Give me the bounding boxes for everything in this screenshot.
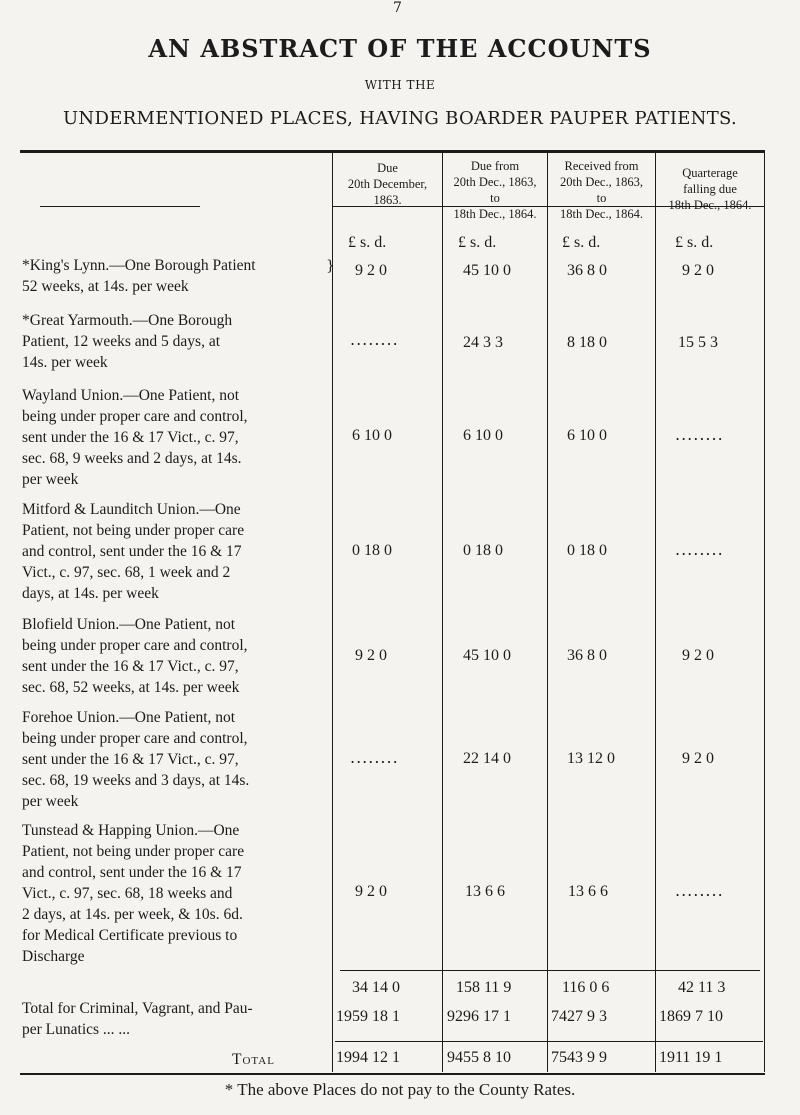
subtotal-cell: 34 14 0	[352, 979, 400, 996]
value-cell: 0 18 0	[352, 542, 392, 559]
value-cell: 0 18 0	[463, 542, 503, 559]
row-text-line: 52 weeks, at 14s. per week	[22, 278, 189, 295]
table-bottom-rule	[20, 1073, 765, 1075]
row-text-line: being under proper care and control,	[22, 730, 248, 747]
value-cell: 9 2 0	[355, 262, 387, 279]
value-cell: 9 2 0	[682, 262, 714, 279]
table-row	[22, 499, 340, 604]
total-label: Total	[232, 1051, 275, 1068]
value-cell: 9 2 0	[682, 750, 714, 767]
value-cell: 13 6 6	[568, 883, 608, 900]
value-cell: 0 18 0	[567, 542, 607, 559]
table-row	[22, 707, 340, 812]
row-text-line: Mitford & Launditch Union.—One	[22, 501, 241, 518]
value-cell: 9 2 0	[682, 647, 714, 664]
table-row	[22, 820, 340, 967]
value-cell: 8 18 0	[567, 334, 607, 351]
total-cell: 9455 8 10	[447, 1049, 511, 1066]
row-text-line: Blofield Union.—One Patient, not	[22, 616, 236, 633]
column-divider	[547, 152, 548, 1072]
table-row	[22, 255, 340, 297]
value-cell: 45 10 0	[463, 647, 511, 664]
column-divider	[655, 152, 656, 1072]
row-text-line: sent under the 16 & 17 Vict., c. 97,	[22, 751, 239, 768]
value-cell: 9296 17 1	[447, 1008, 511, 1025]
column-header: Quarterage falling due 18th Dec., 1864.	[668, 166, 752, 212]
column-header: Received from 20th Dec., 1863, to 18th Dec., 1864.	[560, 159, 643, 221]
dots-placeholder: ........	[675, 881, 724, 900]
row-text-line: 2 days, at 14s. per week, & 10s. 6d.	[22, 906, 243, 923]
page-title-line2: UNDERMENTIONED PLACES, HAVING BOARDER PAUPER PATIENTS.	[62, 108, 738, 129]
page-number: 7	[393, 0, 402, 16]
value-cell: 9 2 0	[355, 883, 387, 900]
table-row	[22, 310, 340, 373]
row-text-line: Wayland Union.—One Patient, not	[22, 387, 240, 404]
page-subtitle: WITH THE	[364, 78, 436, 92]
dots-placeholder: ........	[350, 748, 399, 767]
total-cell: 1994 12 1	[336, 1049, 400, 1066]
row-text-line: per week	[22, 471, 79, 488]
column-header: Due 20th December, 1863.	[347, 161, 428, 207]
value-cell: 6 10 0	[463, 427, 503, 444]
value-cell: 7427 9 3	[551, 1008, 607, 1025]
footnote: * The above Places do not pay to the County Rates.	[224, 1080, 576, 1099]
lsd-header: £ s. d.	[348, 234, 387, 251]
row-text-line: Patient, 12 weeks and 5 days, at	[22, 333, 221, 350]
lsd-header: £ s. d.	[675, 234, 714, 251]
column-header: Due from 20th Dec., 1863, to 18th Dec., 1864.	[453, 159, 537, 221]
row-text-line: Vict., c. 97, sec. 68, 1 week and 2	[22, 564, 231, 581]
value-cell: 9 2 0	[355, 647, 387, 664]
value-cell: 1959 18 1	[336, 1008, 400, 1025]
value-cell: 24 3 3	[463, 334, 503, 351]
row-text-line: and control, sent under the 16 & 17	[22, 864, 242, 881]
row-text-line: Total for Criminal, Vagrant, and Pau-	[22, 1000, 253, 1017]
column-divider	[764, 152, 765, 1072]
total-cell: 1911 19 1	[659, 1049, 723, 1066]
value-cell: 6 10 0	[352, 427, 392, 444]
table-row	[22, 385, 340, 490]
row-text-line: Vict., c. 97, sec. 68, 18 weeks and	[22, 885, 233, 902]
row-text-line: sec. 68, 52 weeks, at 14s. per week	[22, 679, 240, 696]
dots-placeholder: ........	[675, 540, 724, 559]
row-text-line: and control, sent under the 16 & 17	[22, 543, 242, 560]
row-text-line: for Medical Certificate previous to	[22, 927, 238, 944]
lsd-header: £ s. d.	[562, 234, 601, 251]
row-text-line: Patient, not being under proper care	[22, 522, 245, 539]
header-rule	[40, 206, 200, 207]
row-text-line: sent under the 16 & 17 Vict., c. 97,	[22, 429, 239, 446]
row-text-line: being under proper care and control,	[22, 408, 248, 425]
row-text-line: *King's Lynn.—One Borough Patient	[22, 257, 256, 274]
subtotal-rule	[340, 970, 760, 971]
row-text-line: sent under the 16 & 17 Vict., c. 97,	[22, 658, 239, 675]
value-cell: 15 5 3	[678, 334, 718, 351]
subtotal-cell: 116 0 6	[562, 979, 610, 996]
table-row	[22, 614, 340, 698]
table-row	[22, 998, 340, 1040]
row-text-line: Discharge	[22, 948, 85, 965]
value-cell: 36 8 0	[567, 262, 607, 279]
subtotal-cell: 42 11 3	[678, 979, 726, 996]
value-cell: 36 8 0	[567, 647, 607, 664]
lsd-header: £ s. d.	[458, 234, 497, 251]
total-rule	[335, 1041, 763, 1042]
row-text-line: per Lunatics ... ...	[22, 1021, 131, 1038]
row-text-line: per week	[22, 793, 79, 810]
value-cell: 13 6 6	[465, 883, 505, 900]
row-text-line: days, at 14s. per week	[22, 585, 159, 602]
dots-placeholder: ........	[350, 330, 399, 349]
row-text-line: Forehoe Union.—One Patient, not	[22, 709, 236, 726]
row-text-line: Tunstead & Happing Union.—One	[22, 822, 240, 839]
column-divider	[442, 152, 443, 1072]
table-top-rule	[20, 150, 765, 153]
value-cell: 13 12 0	[567, 750, 615, 767]
page-title: AN ABSTRACT OF THE ACCOUNTS	[148, 34, 652, 63]
subtotal-cell: 158 11 9	[456, 979, 512, 996]
row-text-line: Patient, not being under proper care	[22, 843, 245, 860]
value-cell: 22 14 0	[463, 750, 511, 767]
dots-placeholder: ........	[675, 425, 724, 444]
total-cell: 7543 9 9	[551, 1049, 607, 1066]
row-text-line: *Great Yarmouth.—One Borough	[22, 312, 233, 329]
value-cell: 45 10 0	[463, 262, 511, 279]
row-text-line: sec. 68, 19 weeks and 3 days, at 14s.	[22, 772, 250, 789]
brace-icon: }	[326, 258, 335, 274]
row-text-line: 14s. per week	[22, 354, 108, 371]
value-cell: 1869 7 10	[659, 1008, 723, 1025]
row-text-line: being under proper care and control,	[22, 637, 248, 654]
row-text-line: sec. 68, 9 weeks and 2 days, at 14s.	[22, 450, 242, 467]
value-cell: 6 10 0	[567, 427, 607, 444]
